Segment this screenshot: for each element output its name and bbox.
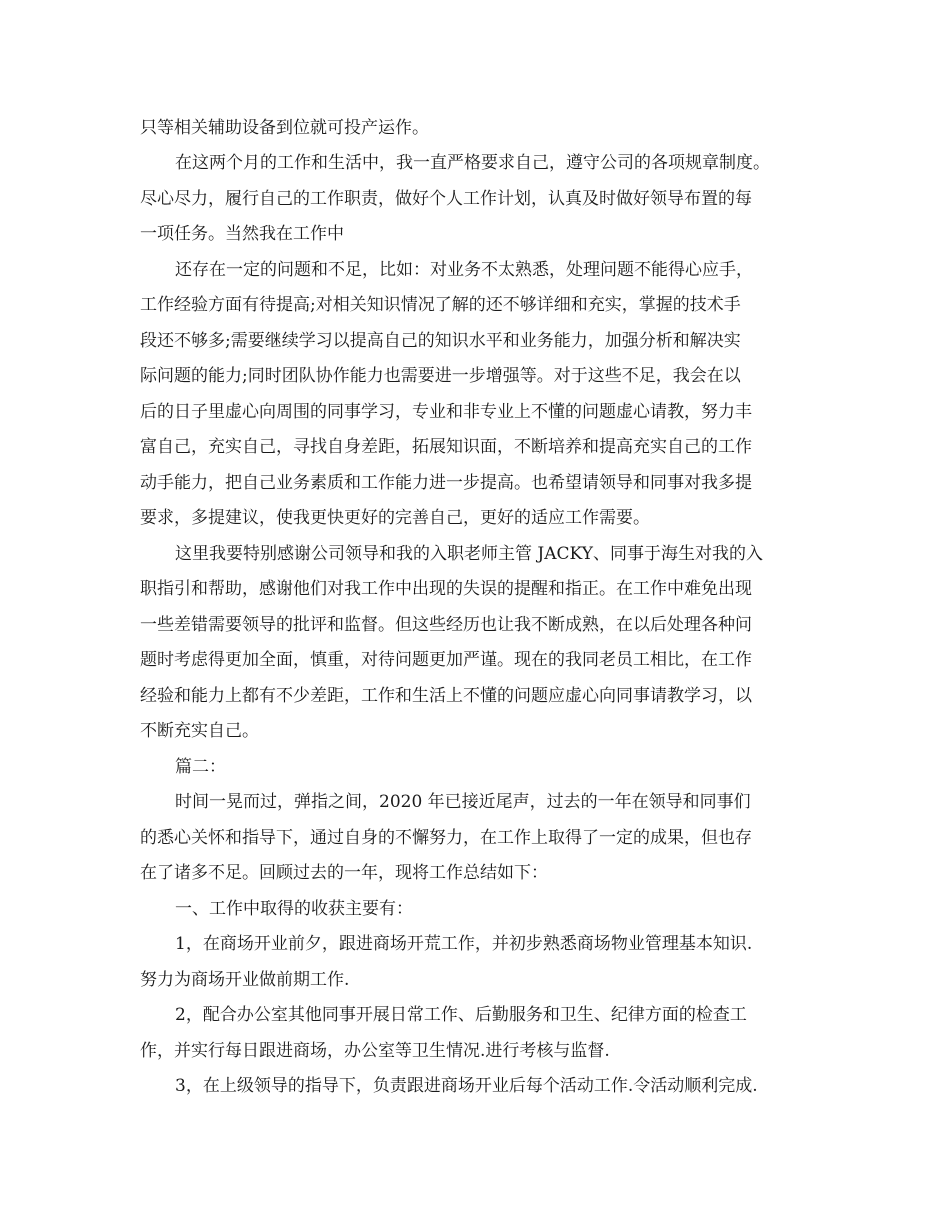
text-line: 时间一晃而过，弹指之间，2020 年已接近尾声，过去的一年在领导和同事们 [175, 792, 751, 812]
text-line: 2，配合办公室其他同事开展日常工作、后勤服务和卫生、纪律方面的检查工 [175, 1005, 747, 1025]
text-line: 只等相关辅助设备到位就可投产运作。 [140, 118, 429, 138]
text-line: 3，在上级领导的指导下，负责跟进商场开业后每个活动工作.令活动顺利完成. [175, 1076, 758, 1096]
text-line: 职指引和帮助，感谢他们对我工作中出现的失误的提醒和指正。在工作中难免出现 [140, 579, 752, 599]
text-line: 一些差错需要领导的批评和监督。但这些经历也让我不断成熟，在以后处理各种问 [140, 615, 752, 635]
text-line: 后的日子里虚心向周围的同事学习，专业和非专业上不懂的问题虚心请教，努力丰 [140, 402, 752, 422]
text-line: 经验和能力上都有不少差距，工作和生活上不懂的问题应虚心向同事请教学习，以 [140, 686, 752, 706]
text-line: 1，在商场开业前夕，跟进商场开荒工作，并初步熟悉商场物业管理基本知识. [175, 934, 753, 954]
text-line: 还存在一定的问题和不足，比如：对业务不太熟悉，处理问题不能得心应手， [175, 260, 753, 280]
text-line: 不断充实自己。 [140, 721, 259, 741]
text-line: 工作经验方面有待提高;对相关知识情况了解的还不够详细和充实，掌握的技术手 [140, 295, 741, 315]
text-line: 一项任务。当然我在工作中 [140, 224, 344, 244]
text-line: 富自己，充实自己，寻找自身差距，拓展知识面，不断培养和提高充实自己的工作 [140, 437, 752, 457]
text-line: 的悉心关怀和指导下，通过自身的不懈努力，在工作上取得了一定的成果，但也存 [140, 828, 752, 848]
text-line: 际问题的能力;同时团队协作能力也需要进一步增强等。对于这些不足，我会在以 [140, 366, 741, 386]
text-line: 一、工作中取得的收获主要有： [175, 899, 413, 919]
text-line: 在这两个月的工作和生活中，我一直严格要求自己，遵守公司的各项规章制度。 [175, 153, 770, 173]
text-line: 在了诸多不足。回顾过去的一年，现将工作总结如下： [140, 863, 548, 883]
text-line: 努力为商场开业做前期工作. [140, 970, 350, 990]
section-heading: 篇二： [175, 757, 226, 777]
text-line: 题时考虑得更加全面，慎重，对待问题更加严谨。现在的我同老员工相比，在工作 [140, 650, 752, 670]
text-line: 段还不够多;需要继续学习以提高自己的知识水平和业务能力，加强分析和解决实 [140, 331, 741, 351]
text-line: 要求，多提建议，使我更快更好的完善自己，更好的适应工作需要。 [140, 508, 650, 528]
text-line: 动手能力，把自己业务素质和工作能力进一步提高。也希望请领导和同事对我多提 [140, 473, 752, 493]
text-line: 这里我要特别感谢公司领导和我的入职老师主管 JACKY、同事于海生对我的入 [175, 544, 763, 564]
text-line: 尽心尽力，履行自己的工作职责，做好个人工作计划，认真及时做好领导布置的每 [140, 189, 752, 209]
text-line: 作，并实行每日跟进商场，办公室等卫生情况.进行考核与监督. [140, 1041, 610, 1061]
